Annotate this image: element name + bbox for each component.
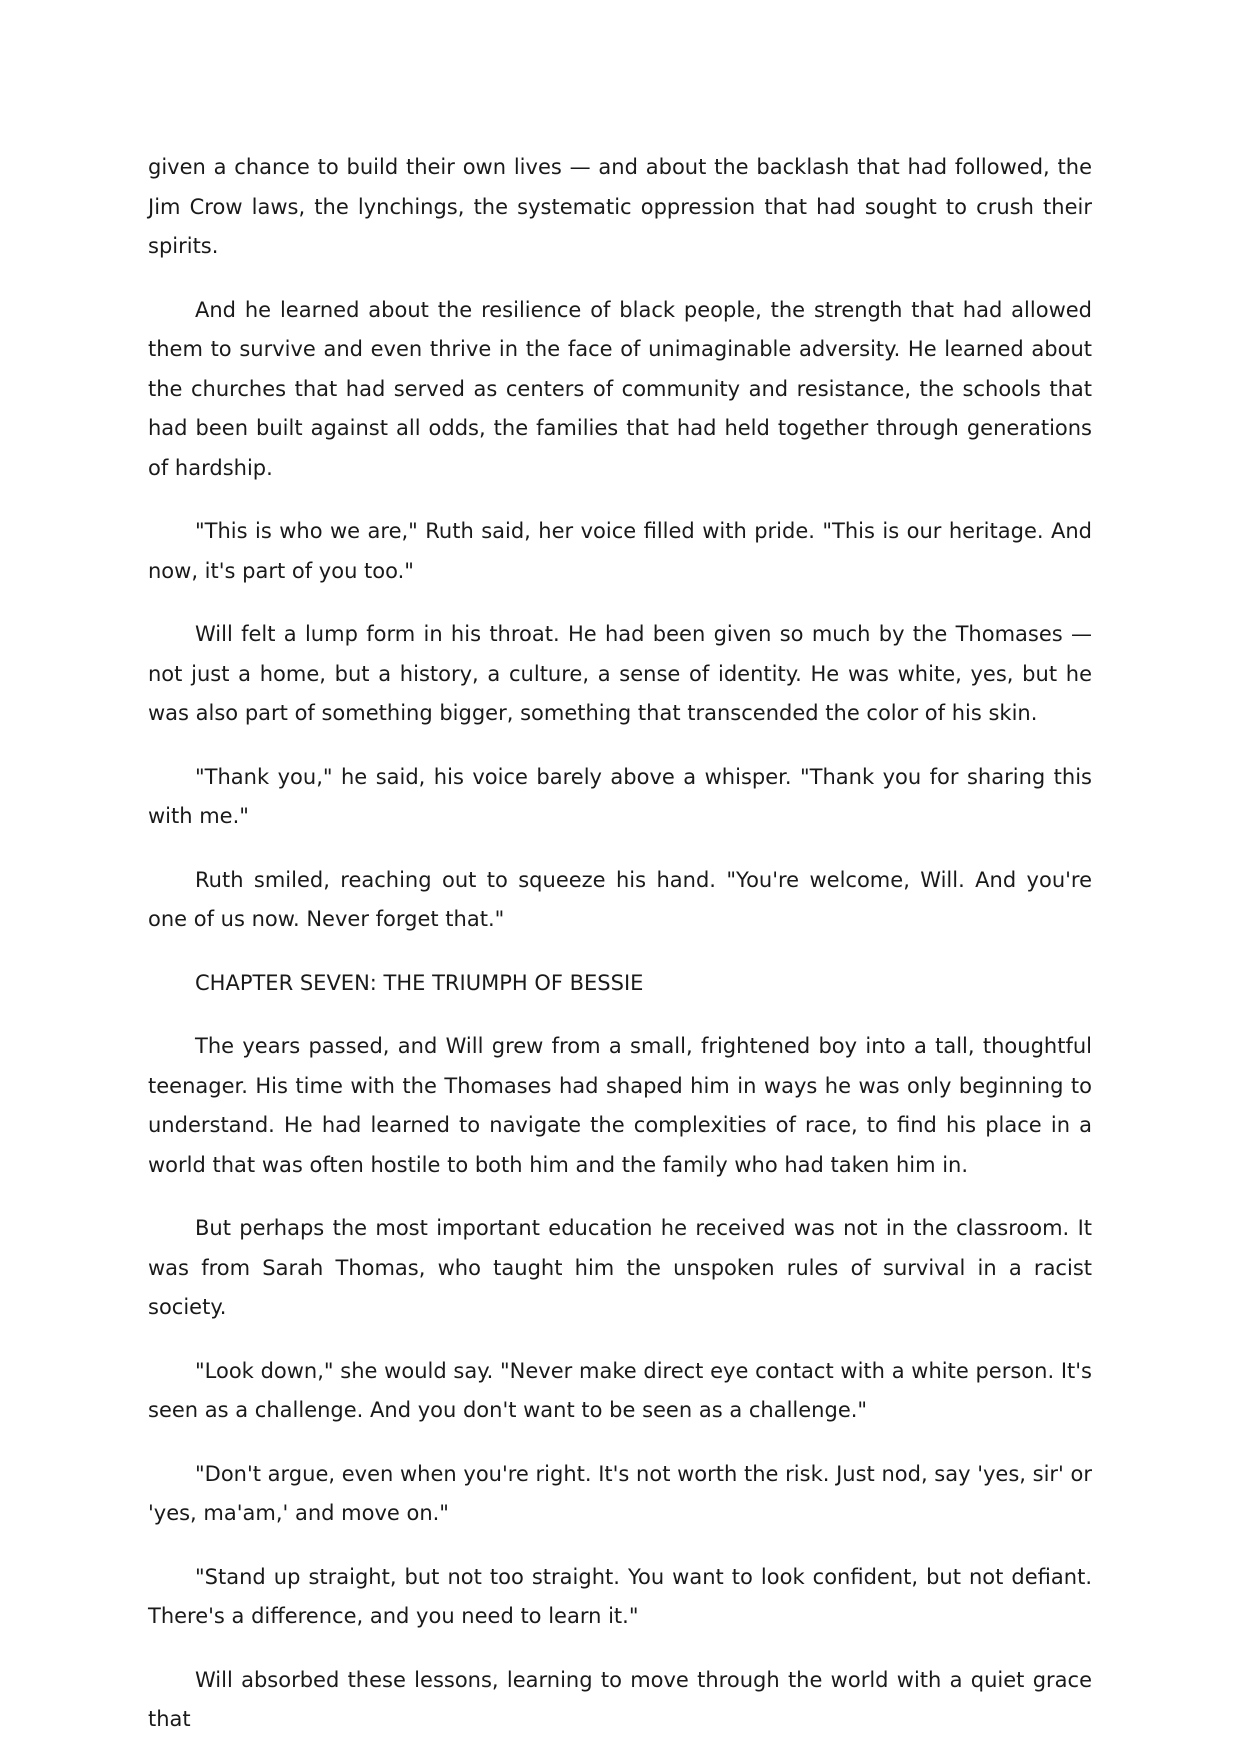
paragraph-resilience: And he learned about the resilience of black people, the strength that had allowed them to survive and even thrive in the face of unimaginable adversity. He learned about the churches that had served as centers of community and resistance, the schools that had been built against all odds, the families that had held together through generations of hardship. <box>148 297 1092 480</box>
paragraph-continued: given a chance to build their own lives — and about the backlash that had followed, the Jim Crow laws, the lynchings, the systematic oppression that had sought to crush their spirits. <box>148 155 1092 258</box>
document-page <box>148 148 1092 1764</box>
paragraph-ruth-heritage: "This is who we are," Ruth said, her voice filled with pride. "This is our heritage. And now, it's part of you too." <box>148 519 1092 583</box>
paragraph-years-passed: The years passed, and Will grew from a small, frightened boy into a tall, thoughtful teenager. His time with the Thomases had shaped him in ways he was only beginning to understand. He had learned to navigate the complexities of race, to find his place in a world that was often hostile to both him and the family who had taken him in. <box>148 1034 1092 1177</box>
paragraph-stand-up: "Stand up straight, but not too straight. You want to look confident, but not defiant. There's a difference, and you need to learn it." <box>148 1564 1092 1628</box>
paragraph-ruth-smiled: Ruth smiled, reaching out to squeeze his hand. "You're welcome, Will. And you're one of us now. Never forget that." <box>148 867 1092 931</box>
paragraph-will-lump: Will felt a lump form in his throat. He had been given so much by the Thomases — not just a home, but a history, a culture, a sense of identity. He was white, yes, but he was also part of something bigger, something that transcended the color of his skin. <box>148 622 1092 725</box>
chapter-heading: CHAPTER SEVEN: THE TRIUMPH OF BESSIE <box>195 970 644 995</box>
paragraph-look-down: "Look down," she would say. "Never make direct eye contact with a white person. It's seen as a challenge. And you don't want to be seen as a challenge." <box>148 1358 1092 1422</box>
paragraph-education: But perhaps the most important education he received was not in the classroom. It was from Sarah Thomas, who taught him the unspoken rules of survival in a racist society. <box>148 1216 1092 1319</box>
paragraph-will-absorbed: Will absorbed these lessons, learning to move through the world with a quiet grace that <box>148 1667 1092 1731</box>
paragraph-dont-argue: "Don't argue, even when you're right. It's not worth the risk. Just nod, say 'yes, sir' or 'yes, ma'am,' and move on." <box>148 1461 1092 1525</box>
paragraph-thank-you: "Thank you," he said, his voice barely above a whisper. "Thank you for sharing this with me." <box>148 764 1092 828</box>
